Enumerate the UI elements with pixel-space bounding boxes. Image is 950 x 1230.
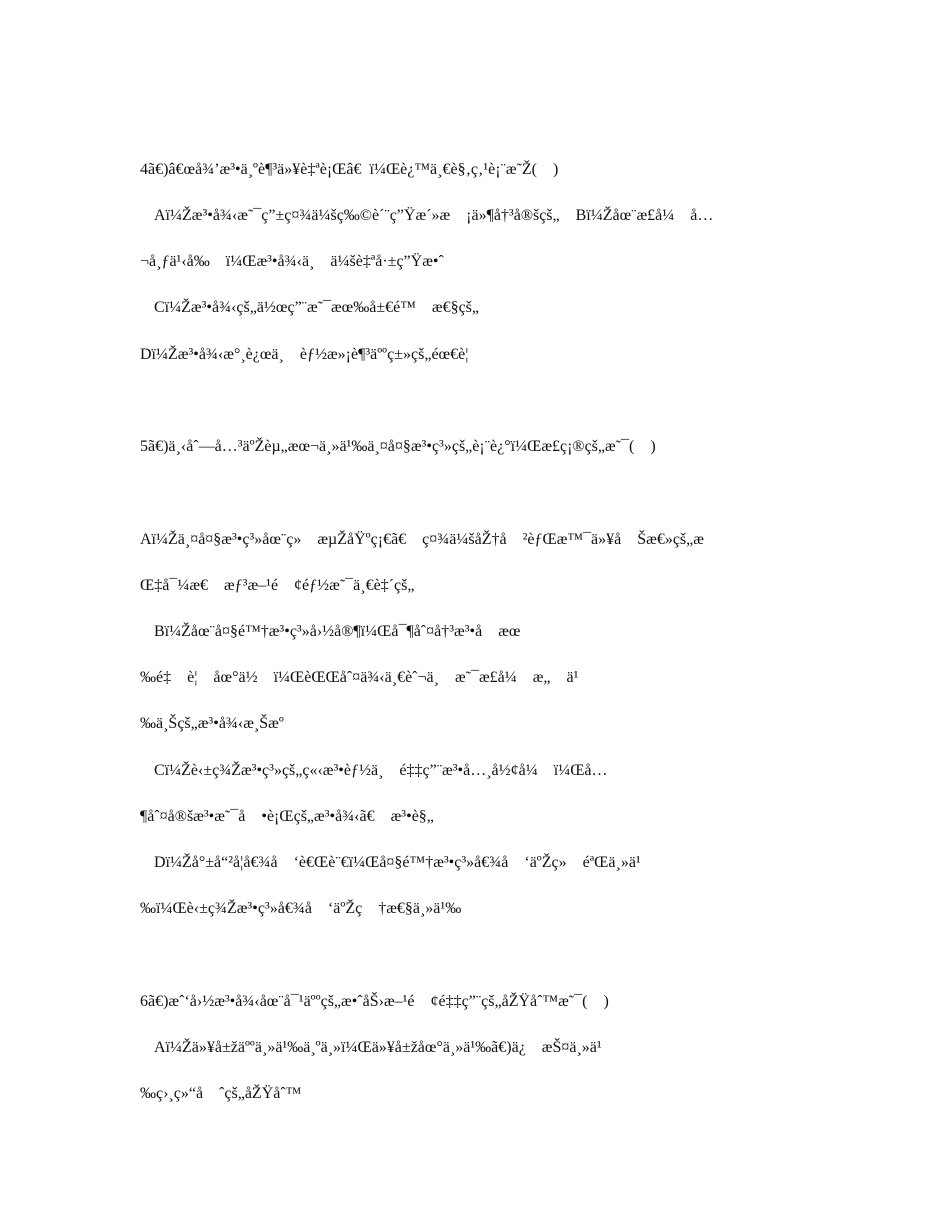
question-6-option-a: Aï¼Žä»¥å±žäººä¸»ä¹‰ä¸ºä¸»ï¼Œä»¥å±žåœ°ä¸»ä¹‰ã€)ä¿ æŠ¤ä¸»ä¹ [154, 1039, 602, 1056]
question-5-option-c-continued: ¶åˆ¤å®šæ³•æ˜¯å •è¡Œçš„æ³•å¾‹ã€ æ³•è§„ [140, 808, 434, 825]
question-5-option-b-continued: ‰é‡ è¦ åœ°ä½ ï¼ŒèŒŒåˆ¤ä¾‹ä¸€èˆ¬ä¸ æ˜¯æ£å¼ æ„ ä¹ [140, 669, 579, 686]
question-5-stem: 5ã€)ä¸‹åˆ—å…³äºŽèµ„æœ¬ä¸»ä¹‰ä¸¤å¤§æ³•ç³»çš„è¡¨è¿°ï¼Œæ£ç¡®çš„æ˜¯( ) [140, 438, 656, 455]
question-5-option-c: Cï¼Žè‹±ç¾Žæ³•ç³»çš„ç«‹æ³•èƒ½ä¸ é‡‡ç”¨æ³•å…¸å½¢å¼ ï¼Œå… [154, 762, 608, 779]
question-4-option-a-continued: ¬å¸ƒä¹‹å‰ ï¼Œæ³•å¾‹ä¸ ä¼šè‡ªå·±ç”Ÿæ•ˆ [140, 253, 444, 270]
question-4-option-c: Cï¼Žæ³•å¾‹çš„ä½œç”¨æ˜¯æœ‰å±€é™ æ€§çš„ [154, 299, 479, 316]
question-4-option-d: Dï¼Žæ³•å¾‹æ°¸è¿œä¸ èƒ½æ»¡è¶³äººç±»çš„éœ€è¦ [140, 346, 469, 363]
question-5-option-b-continued-2: ‰ä¸Šçš„æ³•å¾‹æ¸Šæº [140, 715, 284, 732]
question-5-option-d: Dï¼Žå°±å“²å¦å€¾å ‘è€Œè¨€ï¼Œå¤§é™†æ³•ç³»å€¾å ‘äºŽç» éªŒä¸»ä¹ [154, 854, 641, 871]
question-6-option-a-continued: ‰ç›¸ç»“å ˆçš„åŽŸåˆ™ [140, 1085, 302, 1102]
question-5-option-a-continued: Œ‡å¯¼æ€ æƒ³æ–¹é ¢éƒ½æ˜¯ä¸€è‡´çš„ [140, 577, 415, 594]
question-6-stem: 6ã€)æˆ‘å›½æ³•å¾‹åœ¨å¯¹äººçš„æ•ˆåŠ›æ–¹é ¢é‡‡ç”¨çš„åŽŸåˆ™æ˜¯( ) [140, 993, 609, 1010]
question-4-stem: 4ã€)â€œå¾’æ³•ä¸ºè¶³ä»¥è‡ªè¡Œâ€ ï¼Œè¿™ä¸€è§‚ç‚¹è¡¨æ˜Ž( ) [140, 161, 559, 178]
question-5-option-b: Bï¼Žåœ¨å¤§é™†æ³•ç³»å›½å®¶ï¼Œå¯¶åˆ¤å†³æ³•å æœ [154, 623, 521, 640]
question-4-option-a: Aï¼Žæ³•å¾‹æ˜¯ç”±ç¤¾ä¼šç‰©è´¨ç”Ÿæ´»æ ¡ä»¶å†³å®šçš„ Bï¼Žåœ¨æ£å¼ å… [154, 207, 714, 224]
question-5-option-a: Aï¼Žä¸¤å¤§æ³•ç³»åœ¨ç» æµŽåŸºç¡€ã€ ç¤¾ä¼šåŽ†å ²èƒŒæ™¯ä»¥å Šæ€»çš„æ [140, 531, 704, 548]
question-5-option-d-continued: ‰ï¼Œè‹±ç¾Žæ³•ç³»å€¾å ‘äºŽç †æ€§ä¸»ä¹‰ [140, 900, 462, 917]
